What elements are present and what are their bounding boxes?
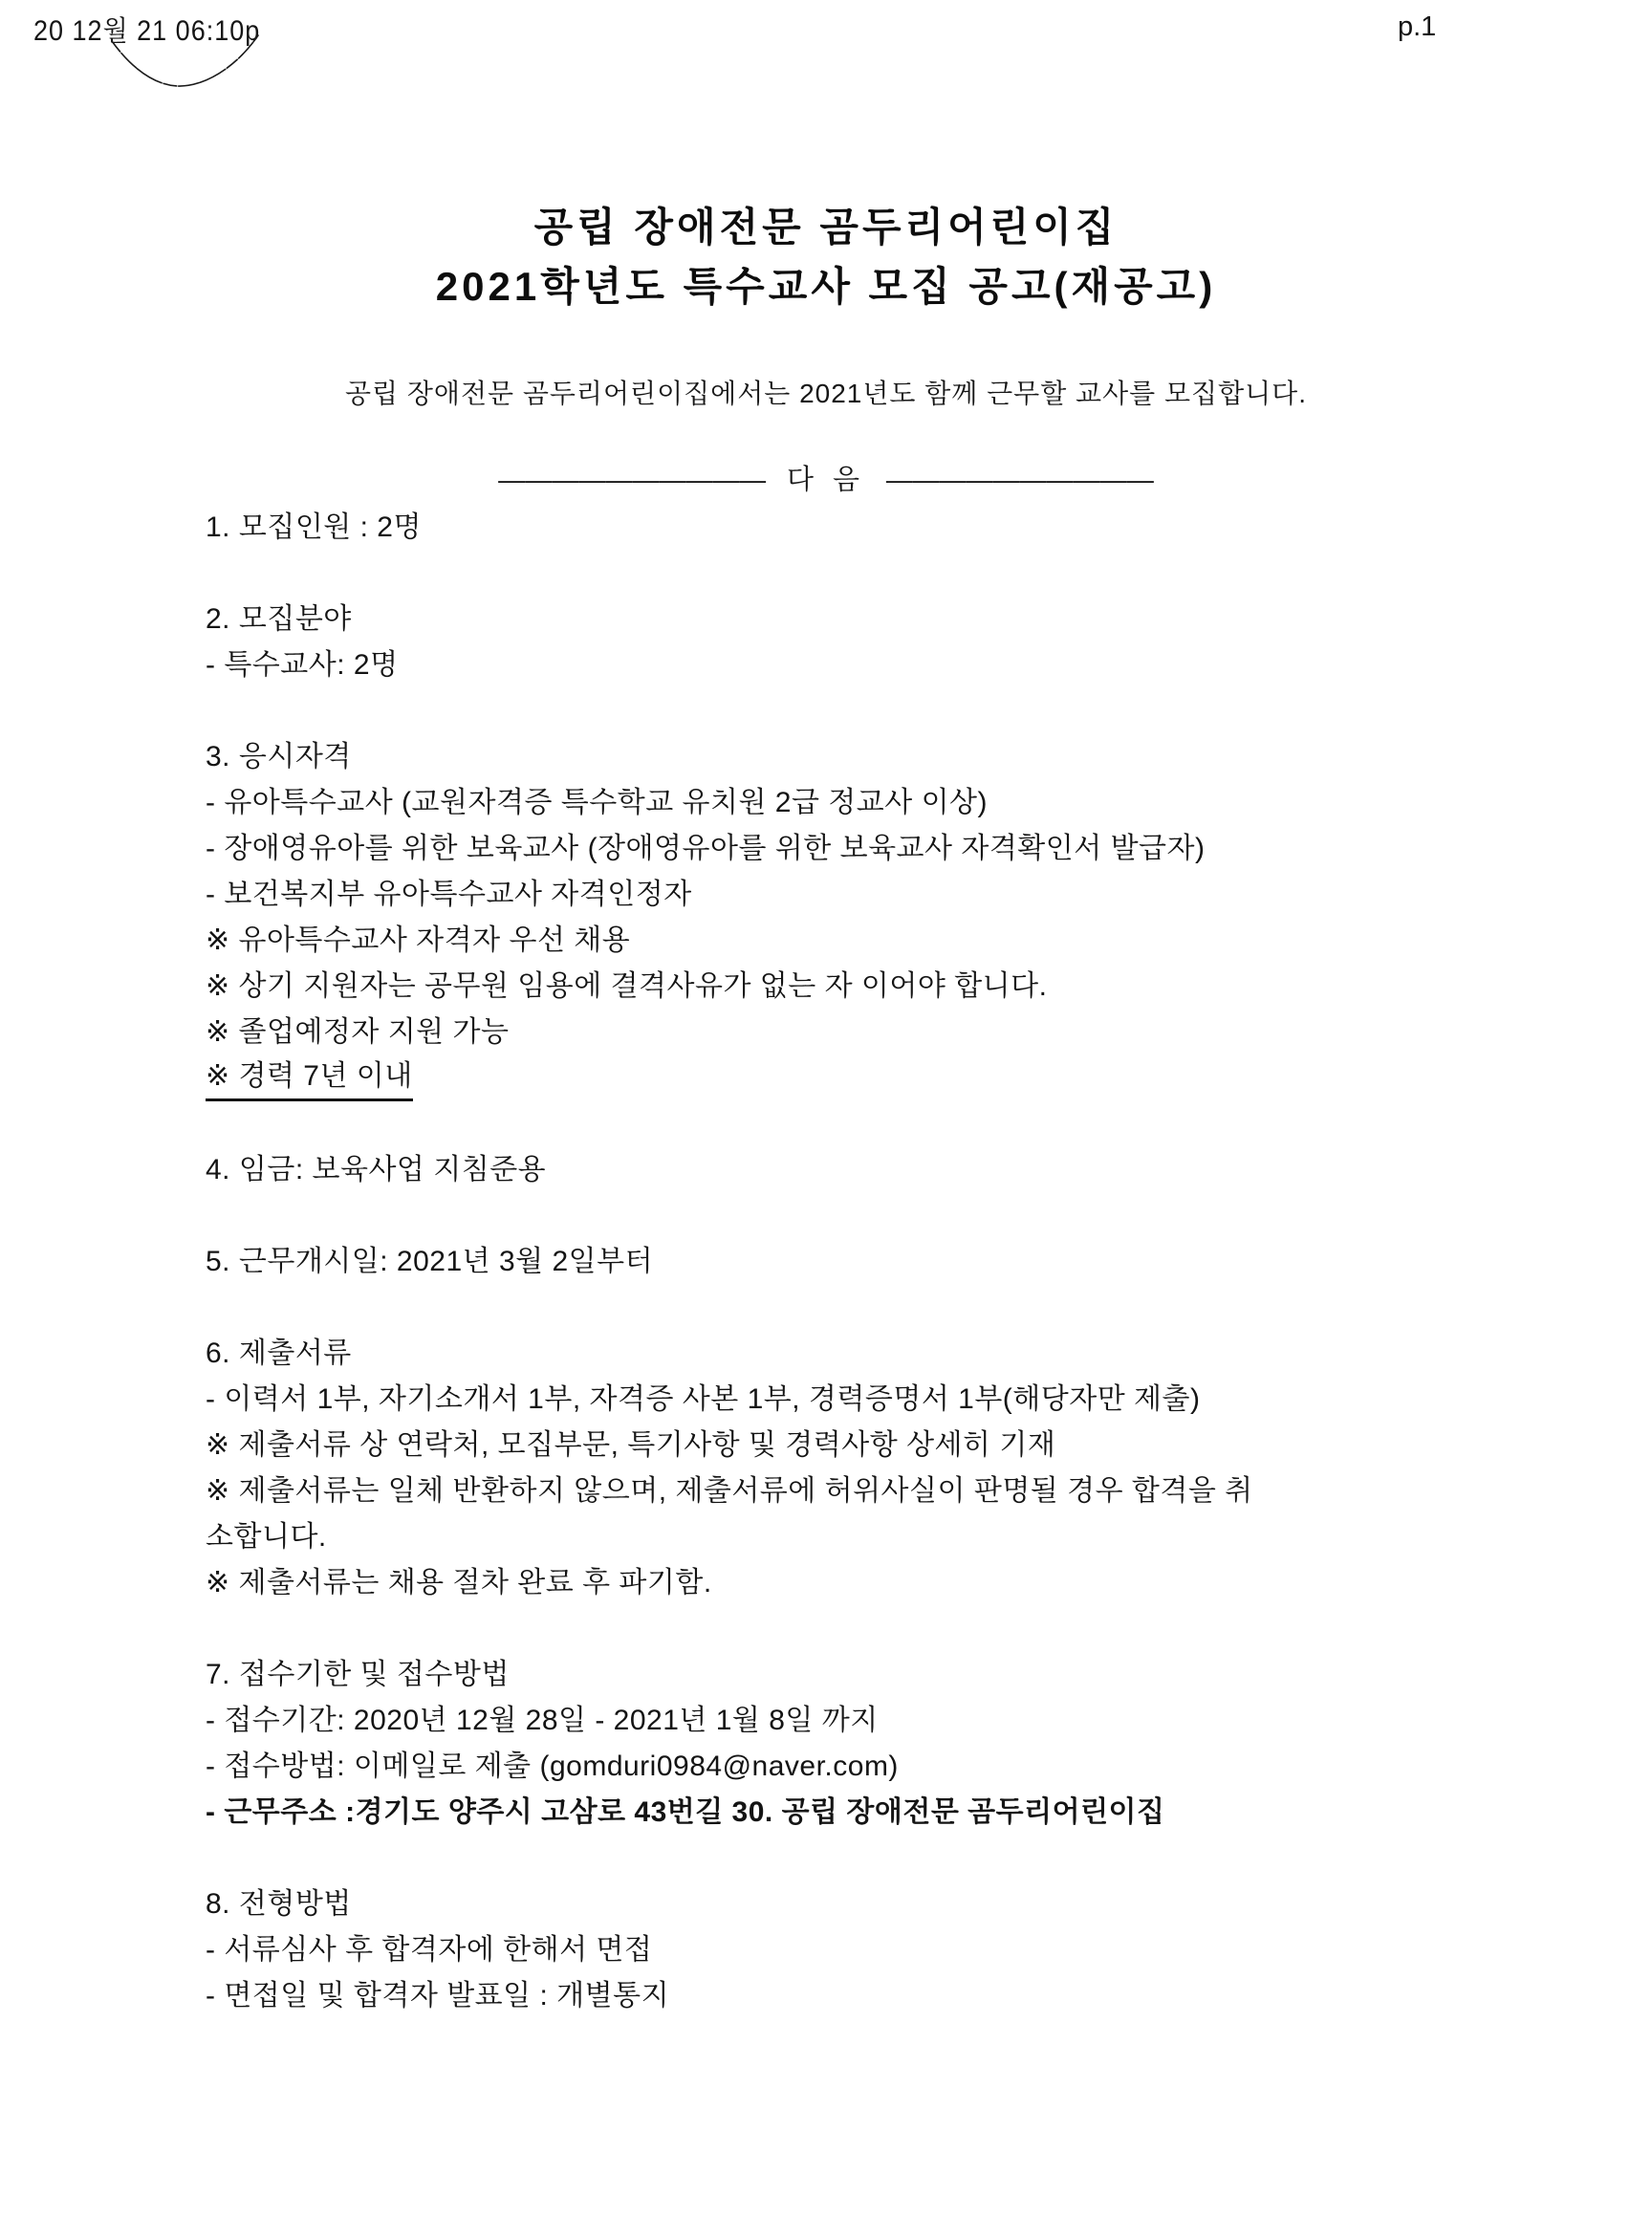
document-intro: 공립 장애전문 곰두리어린이집에서는 2021년도 함께 근무할 교사를 모집합니다. <box>344 379 1307 408</box>
document-line: - 이력서 1부, 자기소개서 1부, 자격증 사본 1부, 경력증명서 1부(해당자만 제출) <box>206 1383 1201 1415</box>
document-line: - 특수교사: 2명 <box>206 649 399 681</box>
divider-label: 다 음 <box>786 465 866 495</box>
document-line: ※ 유아특수교사 자격자 우선 채용 <box>206 924 631 956</box>
document-line: ※ 제출서류 상 연락처, 모집부문, 특기사항 및 경력사항 상세히 기재 <box>206 1429 1056 1461</box>
section-4 <box>206 1147 1652 1193</box>
document-line: 5. 근무개시일: 2021년 3월 2일부터 <box>206 1246 654 1277</box>
document-title <box>0 201 1652 314</box>
document-line: ※ 졸업예정자 지원 가능 <box>206 1016 510 1048</box>
document-line: 소합니다. <box>206 1521 327 1553</box>
document-body <box>0 505 1652 2019</box>
document-title-line1: 공립 장애전문 곰두리어린이집 <box>533 205 1119 250</box>
fax-page-number: p.1 <box>1398 11 1437 42</box>
document-line: 8. 전형방법 <box>206 1888 352 1920</box>
document-line: - 근무주소 :경기도 양주시 고삼로 43번길 30. 공립 장애전문 곰두리어린이집 <box>206 1796 1165 1828</box>
document-line: - 유아특수교사 (교원자격증 특수학교 유치원 2급 정교사 이상) <box>206 787 989 818</box>
section-6 <box>206 1331 1652 1606</box>
section-8 <box>206 1881 1652 2019</box>
section-1 <box>206 505 1652 551</box>
document-line: 6. 제출서류 <box>206 1337 352 1369</box>
document-line: 2. 모집분야 <box>206 603 352 635</box>
document-line: ※ 제출서류는 일체 반환하지 않으며, 제출서류에 허위사실이 판명될 경우 합격을 취 <box>206 1475 1253 1507</box>
divider-dashes-left: —————————— <box>498 465 767 494</box>
section-2 <box>206 597 1652 688</box>
document-line: - 접수기간: 2020년 12월 28일 - 2021년 1월 8일 까지 <box>206 1705 879 1736</box>
document-line: 4. 임금: 보육사업 지침준용 <box>206 1154 547 1185</box>
document-line: - 서류심사 후 합격자에 한해서 면접 <box>206 1934 653 1966</box>
document-line: 1. 모집인원 : 2명 <box>206 511 422 543</box>
section-divider <box>0 463 1652 497</box>
document-content <box>0 201 1652 2019</box>
divider-dashes-right: —————————— <box>885 465 1154 494</box>
section-3 <box>206 734 1652 1101</box>
document-line: ※ 경력 7년 이내 <box>206 1055 413 1101</box>
document-line: ※ 상기 지원자는 공무원 임용에 결격사유가 없는 자 이어야 합니다. <box>206 970 1048 1002</box>
document-line: - 장애영유아를 위한 보육교사 (장애영유아를 위한 보육교사 자격확인서 발급자) <box>206 833 1206 864</box>
section-5 <box>206 1239 1652 1285</box>
document-line: ※ 제출서류는 채용 절차 완료 후 파기함. <box>206 1567 712 1598</box>
document-line: - 면접일 및 합격자 발표일 : 개별통지 <box>206 1980 670 2011</box>
document-title-line2: 2021학년도 특수교사 모집 공고(재공고) <box>435 264 1217 309</box>
scan-artifact-curve <box>105 33 268 95</box>
document-line: 3. 응시자격 <box>206 741 352 772</box>
document-line: - 접수방법: 이메일로 제출 (gomduri0984@naver.com) <box>206 1750 899 1782</box>
document-line: 7. 접수기한 및 접수방법 <box>206 1659 510 1690</box>
fax-timestamp: 20 12월 21 06:10p <box>33 14 261 47</box>
section-7 <box>206 1652 1652 1836</box>
document-line: - 보건복지부 유아특수교사 자격인정자 <box>206 879 692 910</box>
